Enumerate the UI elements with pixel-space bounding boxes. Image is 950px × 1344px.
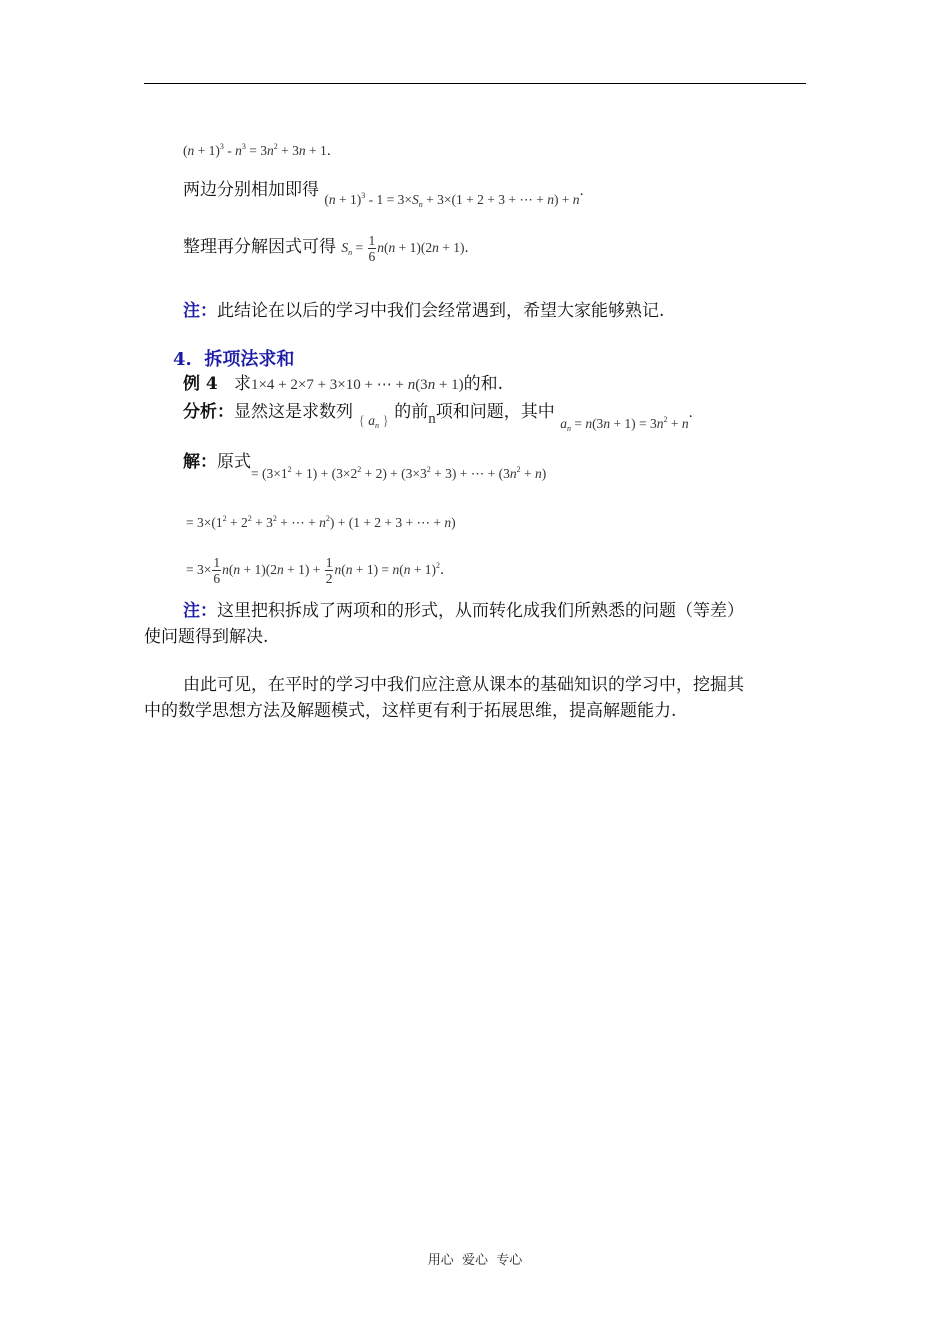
- general-term-equation: an = n(3n + 1) = 3n2 + n: [560, 415, 689, 433]
- section-title: 拆项法求和: [204, 349, 295, 370]
- solution-step-3: = 3× $\frac{1}{6}$ n(n + 1)(2n + 1) + $\frac{1}{2}$ $n(n + 1) = n(n + 1)^2$: [186, 555, 441, 587]
- period: .: [440, 563, 445, 578]
- period: .: [464, 241, 469, 256]
- page-footer: [0, 1249, 950, 1268]
- example-series: 1×4 + 2×7 + 3×10 + ⋯ + n(3n + 1): [250, 377, 464, 393]
- solution-label: 解：: [183, 452, 217, 472]
- sum-equation: (n + 1)3 - 1 = 3×Sn + 3×(1 + 2 + 3 + ⋯ + n) + n: [324, 191, 580, 209]
- example-label: 例 4: [183, 374, 218, 394]
- footer-text: 用心 爱心 专心: [427, 1253, 523, 1268]
- analysis-text-2: 的前: [394, 402, 429, 422]
- example-post: 的和.: [463, 374, 504, 394]
- conclusion: [144, 672, 806, 724]
- sn-formula: $S_n$ = $\frac{1}{6}$ n(n + 1)(2n + 1): [341, 233, 465, 265]
- note-text: 此结论在以后的学习中我们会经常遇到，希望大家能够熟记.: [217, 301, 665, 321]
- solution-line: [183, 451, 547, 481]
- note-2: [144, 598, 806, 650]
- period: .: [326, 144, 331, 159]
- analysis-line: [183, 401, 693, 433]
- section-number: 4.: [173, 349, 192, 370]
- cube-difference-equation: $(n + 1)^3 - n^3 = 3n^2 + 3n + 1$: [183, 142, 327, 158]
- note-1: [183, 300, 664, 322]
- solution-text: 原式: [217, 452, 251, 472]
- solution-step-2: = $3\times(1^2 + 2^2 + 3^2$ + ⋯ + $n^2) + (1 + 2 + 3$ + ⋯ + n): [186, 514, 456, 530]
- sequence-braces: { an }: [358, 413, 389, 430]
- note-label: 注：: [183, 601, 217, 621]
- sum-text: 两边分别相加即得: [183, 180, 319, 200]
- note-text-line-1: 这里把积拆成了两项和的形式，从而转化成我们所熟悉的问题（等差）: [217, 601, 744, 621]
- solution-step-2-line: [186, 511, 456, 534]
- note-text-line-2: 使问题得到解决.: [144, 627, 269, 647]
- period: .: [688, 406, 693, 421]
- analysis-label: 分析：: [183, 402, 234, 422]
- factor-text: 整理再分解因式可得: [183, 237, 336, 257]
- conclusion-line-2: 中的数学思想方法及解题模式，这样更有利于拓展思维，提高解题能力.: [144, 701, 677, 721]
- analysis-text-3: 项和问题，其中: [435, 402, 555, 422]
- fraction-one-sixth: $\frac{1}{6}$: [368, 233, 376, 265]
- header-rule: [144, 83, 806, 84]
- sum-line: [183, 179, 584, 209]
- factor-line: [183, 229, 469, 267]
- fraction-one-sixth: $\frac{1}{6}$: [213, 555, 221, 587]
- note-label: 注：: [183, 301, 217, 321]
- example-pre: 求: [233, 374, 251, 394]
- analysis-text-1: 显然这是求数列: [234, 402, 353, 422]
- example-4: [183, 373, 503, 396]
- period: .: [579, 184, 584, 199]
- solution-step-3-line: [186, 551, 444, 589]
- conclusion-line-1: 由此可见，在平时的学习中我们应注意从课本的基础知识的学习中，挖掘其: [183, 675, 744, 695]
- identity-line: [183, 139, 331, 163]
- fraction-one-half: $\frac{1}{2}$: [325, 555, 333, 587]
- variable-n: n: [428, 411, 436, 427]
- solution-step-1: = (3×12 + 1) + (3×22 + 2) + (3×32 + 3) + ⋯ + (3n2 + n): [251, 465, 547, 481]
- section-heading: [173, 349, 294, 371]
